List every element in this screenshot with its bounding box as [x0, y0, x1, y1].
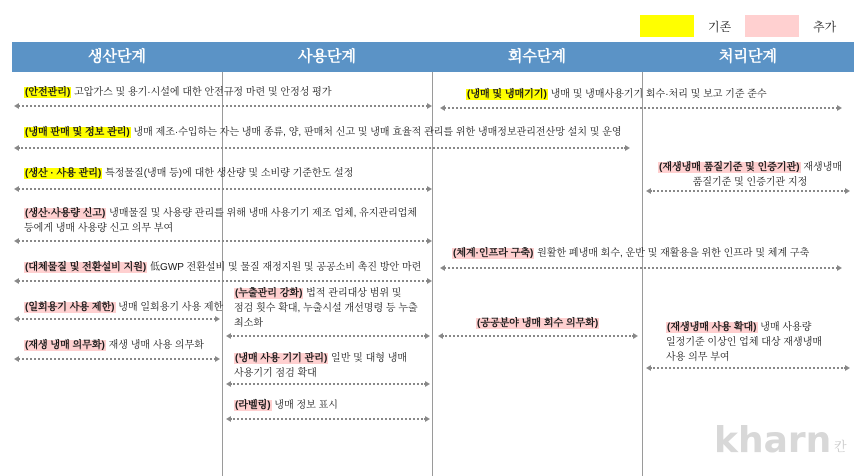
stage-header-collection: 회수단계 [508, 48, 566, 65]
span-arrow [14, 316, 220, 322]
item-text: 低GWP 전환설비 및 물질 재정지원 및 공공소비 촉진 방안 마련 [147, 262, 422, 273]
span-arrow [226, 381, 430, 387]
item-text: 냉매 정보 표시 [271, 400, 338, 411]
span-arrow [226, 333, 430, 339]
item-tag: (일회용기 사용 제한) [25, 302, 115, 313]
item-text-line2: 등에게 냉매 사용량 신고 의무 부여 [24, 223, 174, 234]
item-text-line2: 점검 횟수 확대, 누출시설 개선명령 등 누출 [234, 303, 418, 314]
stage-header-production: 생산단계 [88, 48, 146, 65]
item-sales-info-management [24, 125, 622, 140]
item-text-line2: 사용기기 점검 확대 [234, 368, 317, 379]
legend-added-label: 추가 [813, 20, 837, 34]
item-text: 재생 냉매 사용 의무화 [105, 340, 204, 351]
span-arrow [646, 365, 850, 371]
item-tag: (냉매 사용 기기 관리) [235, 353, 328, 364]
item-tag: (생산 · 사용 관리) [25, 168, 102, 179]
span-arrow [226, 416, 430, 422]
item-text-line3: 사용 의무 부여 [666, 352, 730, 363]
item-public-recovery-mandate [476, 316, 599, 331]
item-text: 냉매 사용량 [757, 322, 812, 333]
span-arrow [14, 356, 220, 362]
span-arrow [14, 238, 432, 244]
item-text: 냉매 일회용기 사용 제한 [115, 302, 224, 313]
item-text-line2: 일정기준 이상인 업체 대상 재생냉매 [666, 337, 823, 348]
item-labeling [234, 398, 338, 413]
item-safety-management [24, 85, 332, 100]
span-arrow [14, 186, 432, 192]
item-tag: (냉매 및 냉매기기) [467, 89, 547, 100]
item-alternative-substance-support [24, 260, 421, 275]
item-text-line2: 품질기준 및 인증기관 지정 [692, 177, 808, 188]
item-reclaimed-mandate [24, 338, 204, 353]
item-text-line3: 최소화 [234, 318, 263, 329]
item-tag: (재생냉매 품질기준 및 인증기관) [659, 162, 800, 173]
item-tag: (체계·인프라 구축) [453, 248, 534, 259]
item-tag: (재생냉매 사용 확대) [667, 322, 757, 333]
item-device-management [234, 351, 407, 381]
item-text: 일반 및 대형 냉매 [328, 353, 408, 364]
item-text: 원활한 폐냉매 회수, 운반 및 재활용을 위한 인프라 및 체계 구축 [534, 248, 810, 259]
item-tag: (재생 냉매 의무화) [25, 340, 105, 351]
item-text: 재생냉매 [800, 162, 842, 173]
span-arrow [438, 333, 638, 339]
item-tag: (라벨링) [235, 400, 271, 411]
watermark-sub: 칸 [834, 439, 847, 454]
item-text: 법적 관리대상 범위 및 [303, 288, 402, 299]
watermark-logo: kharn [714, 420, 832, 461]
span-arrow [440, 265, 842, 271]
item-refrigerant-devices [466, 87, 767, 102]
item-leak-management [234, 286, 418, 331]
item-production-use-management [24, 166, 353, 181]
stage-header-treatment: 처리단계 [719, 48, 777, 65]
item-tag: (누출관리 강화) [235, 288, 303, 299]
item-tag: (공공분야 냉매 회수 의무화) [477, 318, 599, 329]
item-tag: (생산·사용량 신고) [25, 208, 106, 219]
span-arrow [440, 105, 842, 111]
column-divider [642, 72, 643, 476]
item-tag: (냉매 판매 및 정보 관리) [25, 127, 130, 138]
item-text: 특정물질(냉매 등)에 대한 생산량 및 소비량 기준한도 설정 [102, 168, 354, 179]
span-arrow [14, 145, 630, 151]
span-arrow [14, 103, 432, 109]
span-arrow [646, 188, 850, 194]
stage-header-usage: 사용단계 [298, 48, 356, 65]
item-reclaimed-quality-certification [652, 160, 848, 190]
item-disposable-container-limit [24, 300, 223, 315]
item-text: 냉매 제조·수입하는 자는 냉매 종류, 양, 판매처 신고 및 냉매 효율적 관리를 위한 냉매정보관리전산망 설치 및 운영 [130, 127, 622, 138]
item-system-infrastructure [452, 246, 809, 261]
item-text: 냉매물질 및 사용량 관리를 위해 냉매 사용기기 제조 업체, 유지관리업체 [106, 208, 418, 219]
legend-added-swatch [745, 15, 799, 37]
item-text: 냉매 및 냉매사용기기 회수·처리 및 보고 기준 준수 [547, 89, 767, 100]
item-tag: (안전관리) [25, 87, 71, 98]
legend-existing-label: 기존 [708, 20, 732, 34]
item-tag: (대체물질 및 전환설비 지원) [25, 262, 147, 273]
legend-existing-swatch [640, 15, 694, 37]
item-reclaimed-use-expansion [666, 320, 822, 365]
item-production-use-report [24, 206, 417, 236]
item-text: 고압가스 및 용기·시설에 대한 안전규정 마련 및 안정성 평가 [71, 87, 332, 98]
span-arrow [14, 278, 432, 284]
